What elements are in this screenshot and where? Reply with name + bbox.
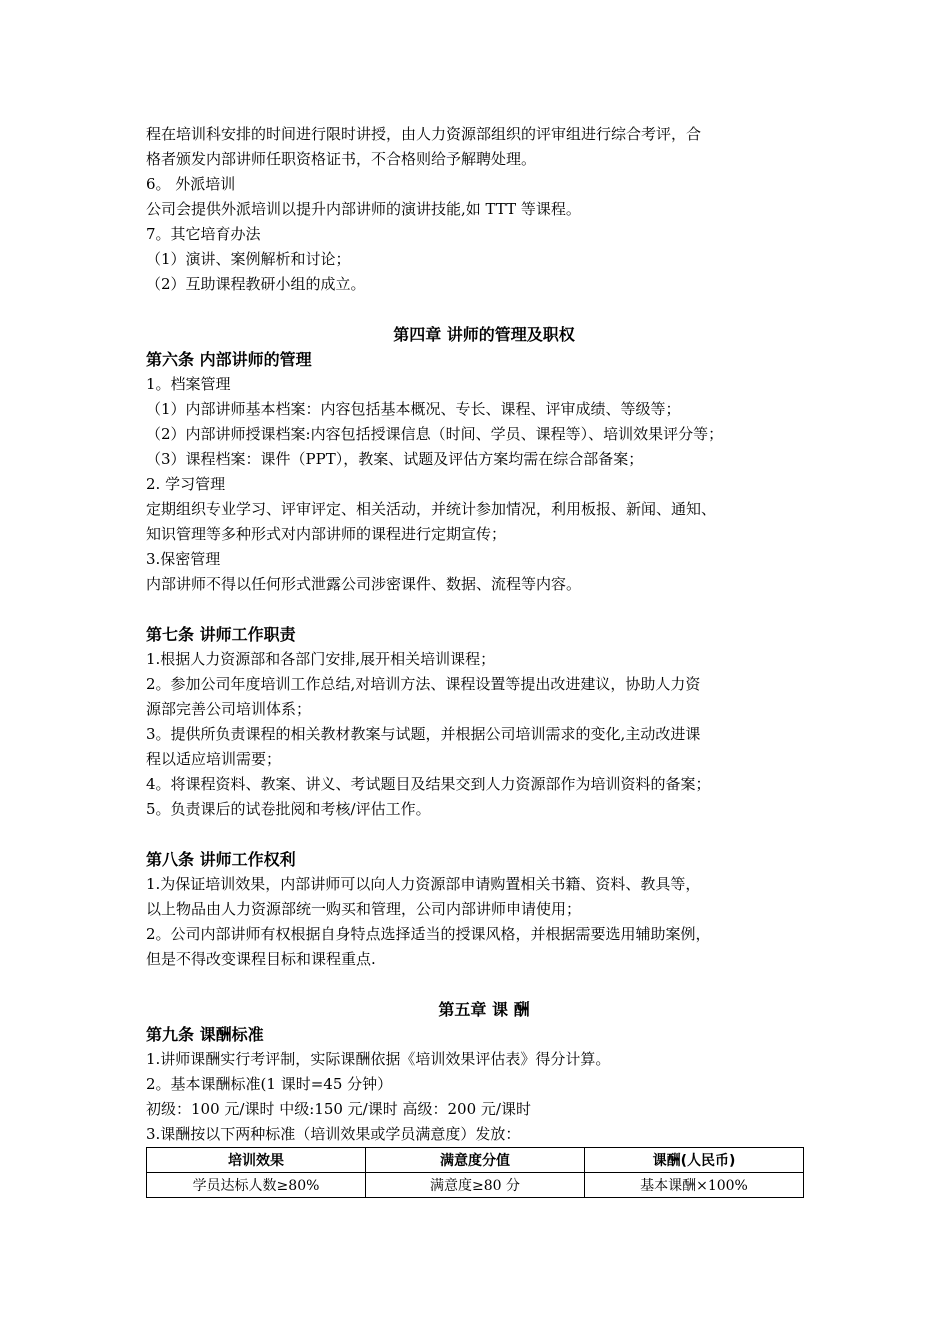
table-cell: 学员达标人数≥80% (147, 1173, 366, 1198)
list-item: 3.课酬按以下两种标准（培训效果或学员满意度）发放： (146, 1125, 521, 1143)
table-header: 培训效果 (147, 1148, 366, 1173)
table-header-row (147, 1148, 804, 1173)
table-cell: 满意度≥80 分 (366, 1173, 585, 1198)
list-item: 3。提供所负责课程的相关教材教案与试题，并根据公司培训需求的变化,主动改进课 (146, 725, 701, 743)
list-item: （2）内部讲师授课档案:内容包括授课信息（时间、学员、课程等）、培训效果评分等； (146, 425, 724, 443)
article-7-title: 第七条 讲师工作职责 (146, 625, 296, 644)
list-item: 2。公司内部讲师有权根据自身特点选择适当的授课风格，并根据需要选用辅助案例， (146, 925, 711, 943)
paragraph-line: 源部完善公司培训体系； (146, 700, 312, 718)
paragraph-line: 初级：100 元/课时 中级:150 元/课时 高级：200 元/课时 (146, 1100, 531, 1118)
fee-table (146, 1147, 804, 1198)
list-item: （2）互助课程教研小组的成立。 (146, 275, 366, 293)
paragraph-line: 格者颁发内部讲师任职资格证书，不合格则给予解聘处理。 (146, 150, 537, 168)
table-cell: 基本课酬×100% (585, 1173, 804, 1198)
document-page (146, 122, 822, 1198)
paragraph-line: 但是不得改变课程目标和课程重点. (146, 950, 376, 968)
list-item: 1。档案管理 (146, 375, 231, 393)
article-9-title: 第九条 课酬标准 (146, 1025, 264, 1044)
paragraph-line: 知识管理等多种形式对内部讲师的课程进行定期宣传； (146, 525, 507, 543)
list-item: （3）课程档案：课件（PPT），教案、试题及评估方案均需在综合部备案； (146, 450, 644, 468)
list-item: 1.根据人力资源部和各部门安排,展开相关培训课程； (146, 650, 496, 668)
paragraph-line: 内部讲师不得以任何形式泄露公司涉密课件、数据、流程等内容。 (146, 575, 582, 593)
list-item: 1.讲师课酬实行考评制，实际课酬依据《培训效果评估表》得分计算。 (146, 1050, 611, 1068)
list-item: 2. 学习管理 (146, 475, 226, 493)
paragraph-line: 公司会提供外派培训以提升内部讲师的演讲技能,如 TTT 等课程。 (146, 200, 581, 218)
chapter-5-title: 第五章 课 酬 (438, 1000, 530, 1019)
article-6-title: 第六条 内部讲师的管理 (146, 350, 312, 369)
list-item: 3.保密管理 (146, 550, 221, 568)
list-item: 4。将课程资料、教案、讲义、考试题目及结果交到人力资源部作为培训资料的备案； (146, 775, 711, 793)
table-header: 课酬(人民币) (585, 1148, 804, 1173)
list-item: 6。 外派培训 (146, 175, 236, 193)
list-item: （1）内部讲师基本档案：内容包括基本概况、专长、课程、评审成绩、等级等； (146, 400, 681, 418)
list-item: 2。基本课酬标准(1 课时=45 分钟） (146, 1075, 393, 1093)
paragraph-line: 以上物品由人力资源部统一购买和管理，公司内部讲师申请使用； (146, 900, 582, 918)
article-8-title: 第八条 讲师工作权利 (146, 850, 296, 869)
list-item: 5。负责课后的试卷批阅和考核/评估工作。 (146, 800, 431, 818)
list-item: 7。其它培育办法 (146, 225, 261, 243)
paragraph-line: 程在培训科安排的时间进行限时讲授，由人力资源部组织的评审组进行综合考评，合 (146, 125, 702, 143)
table-header: 满意度分值 (366, 1148, 585, 1173)
table-row (147, 1173, 804, 1198)
list-item: 2。参加公司年度培训工作总结,对培训方法、课程设置等提出改进建议，协助人力资 (146, 675, 701, 693)
paragraph-line: 定期组织专业学习、评审评定、相关活动，并统计参加情况，利用板报、新闻、通知、 (146, 500, 717, 518)
paragraph-line: 程以适应培训需要； (146, 750, 282, 768)
list-item: 1.为保证培训效果，内部讲师可以向人力资源部申请购置相关书籍、资料、教具等， (146, 875, 701, 893)
chapter-4-title: 第四章 讲师的管理及职权 (393, 325, 575, 344)
list-item: （1）演讲、案例解析和讨论； (146, 250, 351, 268)
